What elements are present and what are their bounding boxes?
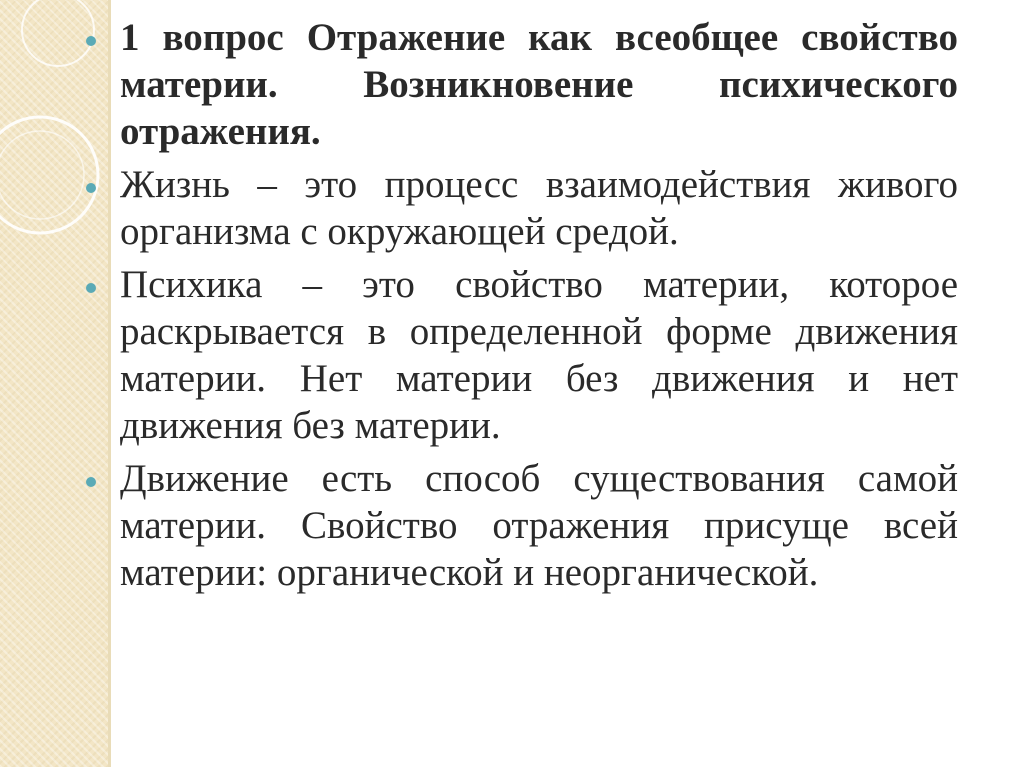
bullet-dot-icon: [86, 183, 96, 193]
bullet-text-2: Жизнь – это процесс взаимодействия живого организма с окружающей средой.: [120, 163, 958, 253]
bullet-dot-icon: [86, 36, 96, 46]
bullet-text-4: Движение есть способ существования самой материи. Свойство отражения присуще всей материи: органической и неорганической.: [120, 457, 958, 594]
bullet-item-1: [86, 14, 958, 155]
bullet-item-4: [86, 455, 958, 596]
decorative-circle-inner: [0, 131, 84, 219]
bullet-text-3: Психика – это свойство материи, которое раскрывается в определенной форме движения материи. Нет материи без движения и нет движения без материи.: [120, 263, 958, 447]
bullet-text-1: 1 вопрос Отражение как всеобщее свойство материи. Возникновение психического отражения.: [120, 16, 958, 153]
bullet-list: [86, 14, 958, 602]
bullet-dot-icon: [86, 283, 96, 293]
bullet-item-2: [86, 161, 958, 255]
bullet-dot-icon: [86, 477, 96, 487]
decorative-circle-small: [22, 0, 94, 66]
bullet-item-3: [86, 261, 958, 449]
